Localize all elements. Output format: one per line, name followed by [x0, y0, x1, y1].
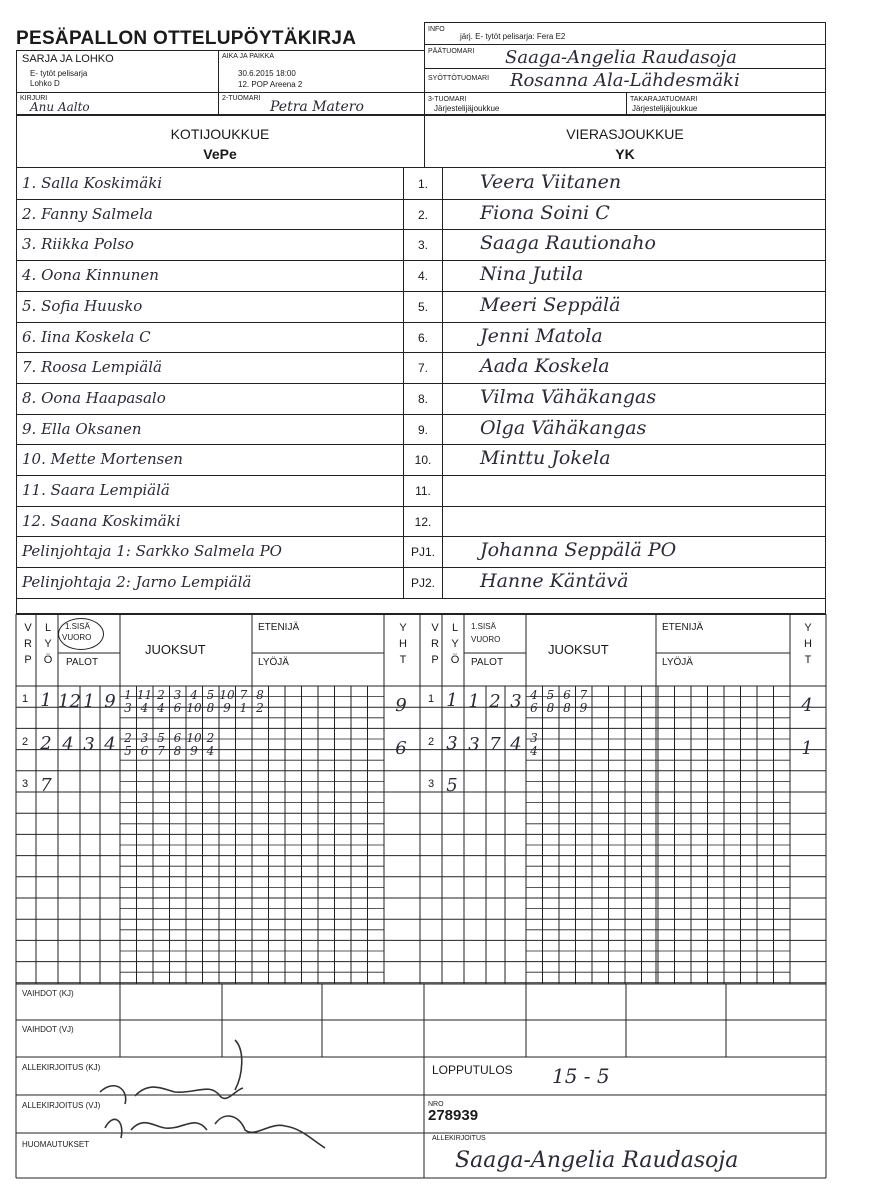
away-yht-header: Y H T [804, 622, 812, 666]
home_score-runner-number: 2 [206, 731, 215, 745]
signature-kj-label: ALLEKIRJOITUS (KJ) [22, 1063, 101, 1072]
signature-vj-label: ALLEKIRJOITUS (VJ) [22, 1101, 101, 1110]
away_score-runner-number: 6 [563, 688, 571, 702]
away_score-batter-number: 6 [530, 701, 538, 715]
away_score-batter-number: 8 [563, 701, 571, 715]
series-group: Lohko D [30, 79, 60, 88]
player-number: 6. [417, 330, 428, 345]
player-number: 4. [417, 269, 428, 284]
home_score-batter-number: 7 [157, 744, 165, 758]
player-number: 7. [417, 361, 428, 376]
home_score-batter-number: 4 [140, 701, 149, 715]
away_score-first-batter: 5 [446, 775, 458, 796]
away-first-inning: 1.SISÄ [471, 622, 496, 631]
home-first-inning: 1.SISÄ [65, 622, 90, 631]
home_score-batter-number: 4 [157, 701, 165, 715]
player-number: 11. [415, 484, 431, 498]
away_score-out-number: 2 [489, 691, 501, 712]
away_score-runner-number: 7 [579, 688, 588, 702]
home_score-batter-number: 3 [124, 701, 132, 715]
away_score-out-number: 4 [510, 734, 522, 755]
second-umpire-value: Petra Matero [270, 99, 364, 115]
player-number: 5. [417, 299, 428, 314]
player-number: 2. [417, 207, 428, 222]
away-player-name: Jenni Matola [480, 324, 603, 347]
match-time: 30.6.2015 18:00 [238, 69, 296, 78]
head-umpire-label: PÄÄTUOMARI [428, 48, 475, 55]
player-number: 12. [414, 514, 432, 529]
time-place-label: AIKA JA PAIKKA [222, 53, 275, 60]
home-player-name: Pelinjohtaja 2: Jarno Lempiälä [22, 573, 252, 592]
away_score-out-number: 1 [468, 691, 480, 712]
home_score-batter-number: 6 [173, 701, 182, 715]
home-player-name: 2. Fanny Salmela [22, 204, 153, 223]
away-juoksut-header: JUOKSUT [548, 642, 609, 657]
pitch-umpire-value: Rosanna Ala-Lähdesmäki [510, 70, 740, 91]
away-player-name: Saaga Rautionaho [480, 232, 656, 255]
home-player-name: 8. Oona Haapasalo [22, 388, 166, 407]
nro-label: NRO [428, 1101, 444, 1108]
away_score-batter-number: 9 [579, 701, 588, 715]
away-lyo-header: L Y Ö [450, 622, 460, 666]
home_score-out-number: 4 [104, 734, 116, 755]
pitch-umpire-label: SYÖTTÖTUOMARI [428, 75, 490, 82]
home_score-batter-number: 4 [206, 744, 215, 758]
away_score-inning-number: 1 [427, 693, 435, 705]
home_score-inning-total: 9 [395, 695, 407, 716]
away-lyoja-header: LYÖJÄ [662, 657, 693, 668]
away_score-inning-total: 1 [801, 738, 813, 759]
home_score-inning-number: 1 [21, 693, 29, 705]
third-umpire-label: 3-TUOMARI [428, 96, 467, 103]
away_score-out-number: 3 [510, 691, 522, 712]
home_score-inning-number: 2 [21, 736, 29, 748]
home_score-runner-number: 7 [239, 688, 248, 702]
away_score-runner-number: 5 [546, 688, 555, 702]
home-player-name: 3. Riikka Polso [22, 235, 134, 254]
player-number: PJ1. [410, 545, 435, 560]
page-title: PESÄPALLON OTTELUPÖYTÄKIRJA [16, 28, 357, 49]
away_score-batter-number: 4 [530, 744, 538, 758]
away-palot-header: PALOT [471, 657, 504, 668]
away_score-inning-number: 3 [427, 778, 435, 790]
match-place: 12. POP Areena 2 [238, 80, 303, 89]
home-player-name: 9. Ella Oksanen [22, 419, 142, 438]
back-umpire-label: TAKARAJATUOMARI [630, 96, 698, 103]
away_score-first-batter: 3 [446, 733, 458, 754]
player-number: 1. [417, 177, 428, 191]
away_score-batter-number: 8 [546, 701, 555, 715]
home-palot-header: PALOT [66, 657, 99, 668]
away-player-name: Vilma Vähäkangas [480, 385, 657, 408]
home_score-batter-number: 5 [124, 744, 132, 758]
home-juoksut-header: JUOKSUT [145, 642, 206, 657]
home_score-batter-number: 9 [223, 701, 231, 715]
player-number: 10. [414, 453, 432, 468]
home_score-batter-number: 6 [140, 744, 149, 758]
home_score-out-number: 1 [83, 691, 95, 712]
third-umpire-value: Järjestelijäjoukkue [434, 104, 500, 113]
home-player-name: 10. Mette Mortensen [22, 450, 183, 469]
away-player-name: Veera Viitanen [480, 171, 622, 193]
away-etenija-header: ETENIJÄ [662, 622, 704, 633]
home-yht-header: Y H T [399, 622, 407, 666]
home-first-inning-circle [58, 618, 104, 650]
away-vrp-header: V R P [431, 622, 439, 666]
home_score-first-batter: 7 [40, 775, 52, 796]
home-vuoro: VUORO [62, 633, 92, 642]
info-label: INFO [428, 26, 445, 33]
away-player-name: Hanne Käntävä [480, 570, 629, 593]
away-player-name: Minttu Jokela [480, 447, 611, 470]
home-lyo-header: L Y Ö [43, 622, 53, 666]
away-player-name: Meeri Seppälä [480, 293, 621, 316]
home-lyoja-header: LYÖJÄ [258, 657, 289, 668]
home-etenija-header: ETENIJÄ [258, 622, 300, 633]
home_score-runner-number: 2 [157, 688, 165, 702]
series-value: E- tytöt pelisarja [30, 69, 88, 78]
away_score-runner-number: 3 [530, 731, 538, 745]
home_score-out-number: 9 [104, 691, 116, 712]
away_score-out-number: 3 [468, 734, 480, 755]
home_score-out-number: 3 [83, 734, 95, 755]
home_score-runner-number: 10 [186, 731, 202, 745]
home_score-first-batter: 2 [40, 733, 52, 754]
final-result-label: LOPPUTULOS [432, 1063, 513, 1077]
player-number: 8. [417, 391, 428, 406]
home-player-name: 1. Salla Koskimäki [22, 174, 163, 192]
away_score-first-batter: 1 [446, 690, 458, 711]
home_score-batter-number: 10 [186, 701, 202, 715]
home-team-name: VePe [203, 146, 237, 162]
final-result-value: 15 - 5 [552, 1064, 610, 1088]
vaihdot-kj-label: VAIHDOT (KJ) [22, 989, 74, 998]
home_score-runner-number: 3 [173, 688, 182, 702]
home_score-runner-number: 8 [256, 688, 264, 702]
home_score-runner-number: 11 [136, 688, 153, 702]
home_score-runner-number: 5 [206, 688, 215, 702]
home-player-name: 11. Saara Lempiälä [22, 481, 170, 499]
away-player-name: Nina Jutila [480, 263, 584, 286]
away-vuoro: VUORO [471, 635, 501, 644]
remarks-label: HUOMAUTUKSET [22, 1140, 90, 1149]
away_score-inning-total: 4 [801, 695, 813, 716]
home-player-name: Pelinjohtaja 1: Sarkko Salmela PO [22, 542, 282, 561]
final-signature-label: ALLEKIRJOITUS [432, 1135, 486, 1142]
away-team-label: VIERASJOUKKUE [566, 126, 684, 142]
second-umpire-label: 2-TUOMARI [222, 95, 261, 102]
nro-value: 278939 [428, 1107, 479, 1124]
head-umpire-value: Saaga-Angelia Raudasoja [505, 47, 737, 68]
away-player-name: Johanna Seppälä PO [480, 539, 677, 562]
player-number: 9. [417, 422, 428, 437]
home_score-runner-number: 4 [190, 688, 198, 702]
series-label: SARJA JA LOHKO [22, 53, 114, 65]
home_score-runner-number: 10 [219, 688, 235, 702]
final-signature: Saaga-Angelia Raudasoja [455, 1148, 739, 1173]
home_score-batter-number: 8 [173, 744, 182, 758]
home_score-batter-number: 2 [256, 701, 264, 715]
home-player-name: 6. Iina Koskela C [22, 327, 151, 346]
home_score-inning-total: 6 [395, 738, 407, 759]
home_score-runner-number: 3 [140, 731, 149, 745]
home_score-batter-number: 8 [206, 701, 215, 715]
info-value: järj. E- tytöt pelisarja: Fera E2 [460, 32, 566, 41]
home_score-runner-number: 2 [124, 731, 132, 745]
home-vrp-header: V R P [24, 622, 32, 666]
away-player-name: Olga Vähäkangas [480, 416, 647, 439]
away-team-name: YK [615, 146, 635, 162]
player-number: PJ2. [410, 576, 435, 591]
away_score-out-number: 7 [489, 734, 501, 755]
home_score-runner-number: 6 [173, 731, 182, 745]
home-player-name: 12. Saana Koskimäki [22, 511, 181, 530]
secretary-signature: Anu Aalto [30, 100, 90, 114]
away-player-name: Aada Koskela [480, 355, 610, 378]
away-player-name: Fiona Soini C [480, 201, 610, 224]
home_score-runner-number: 1 [124, 688, 132, 702]
home-player-name: 4. Oona Kinnunen [22, 266, 159, 285]
home_score-runner-number: 5 [157, 731, 165, 745]
home-team-label: KOTIJOUKKUE [170, 126, 270, 142]
back-umpire-value: Järjestelijäjoukkue [632, 104, 698, 113]
vaihdot-vj-label: VAIHDOT (VJ) [22, 1025, 74, 1034]
home_score-batter-number: 1 [239, 701, 248, 715]
manager-signatures [95, 1030, 355, 1170]
home-player-name: 7. Roosa Lempiälä [22, 358, 162, 377]
away_score-runner-number: 4 [530, 688, 538, 702]
home_score-first-batter: 1 [40, 690, 52, 711]
player-number: 3. [417, 238, 428, 253]
home_score-inning-number: 3 [21, 778, 29, 790]
away_score-inning-number: 2 [427, 736, 435, 748]
secretary-label: KIRJURI [20, 95, 48, 102]
home_score-out-number: 4 [62, 734, 74, 755]
home_score-out-number: 12 [58, 691, 81, 712]
home_score-batter-number: 9 [190, 744, 198, 758]
home-player-name: 5. Sofia Huusko [22, 296, 143, 315]
